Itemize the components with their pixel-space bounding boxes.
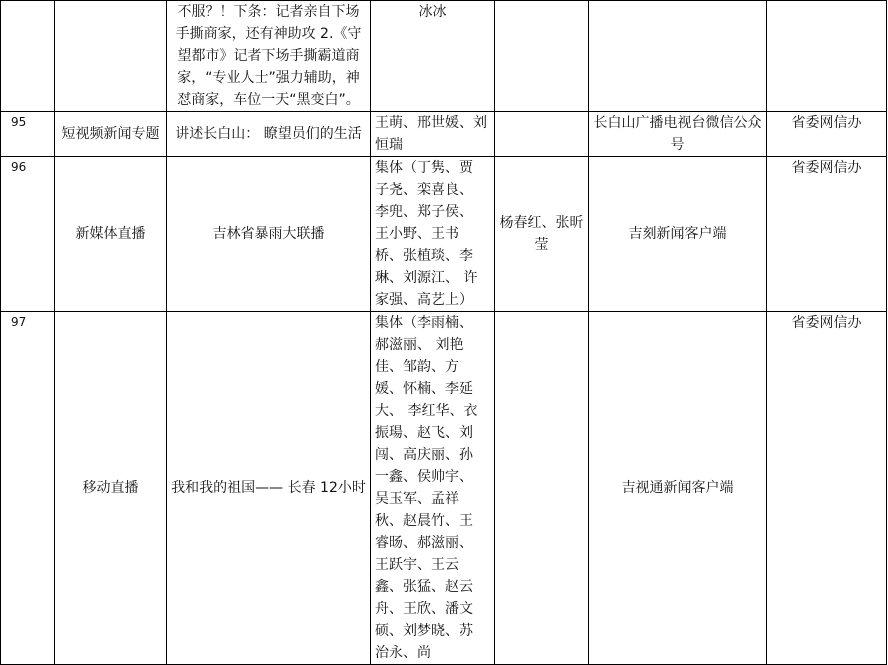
- row-number-cell: 96: [1, 157, 55, 312]
- authors-cell: 冰冰: [371, 1, 495, 112]
- table-row: [1, 312, 887, 665]
- recommender-cell: 省委网信办: [767, 312, 887, 665]
- title-cell: 吉林省暴雨大联播: [167, 157, 371, 312]
- authors-cell: 集体（李雨楠、郝滋丽、 刘艳佳、邹韵、方媛、怀楠、李延大、 李红华、衣振瑒、赵飞、刘闯、高庆丽、孙一鑫、侯帅宇、吴玉军、孟祥秋、赵晨竹、王睿旸、郝滋丽、王跃宇、王云鑫、张猛、赵云舟、王欣、潘文硕、刘梦晓、苏治永、尚: [371, 312, 495, 665]
- recommender-cell: 省委网信办: [767, 157, 887, 312]
- table-row: [1, 157, 887, 312]
- title-cell: 讲述长白山： 瞭望员们的生活: [167, 112, 371, 157]
- category-cell: [55, 1, 167, 112]
- row-number-cell: [1, 1, 55, 112]
- editors-cell: [495, 1, 589, 112]
- authors-cell: 王萌、邢世媛、刘恒瑞: [371, 112, 495, 157]
- table-row: [1, 112, 887, 157]
- unit-cell: 吉视通新闻客户端: [589, 312, 767, 665]
- title-cell: 不服？！下条：记者亲自下场手撕商家，还有神助攻 2.《守望都市》记者下场手撕霸道商家，“专业人士”强力辅助，神怼商家，车位一天“黑变白”。: [167, 1, 371, 112]
- category-cell: 新媒体直播: [55, 157, 167, 312]
- table-row: [1, 1, 887, 112]
- editors-cell: 杨春红、张昕莹: [495, 157, 589, 312]
- recommender-cell: [767, 1, 887, 112]
- authors-cell: 集体（丁隽、贾子尧、栾喜良、 李兜、郑子侯、 王小野、王书桥、张植琰、李琳、刘源江、 许家强、高艺上）: [371, 157, 495, 312]
- editors-cell: [495, 312, 589, 665]
- recommender-cell: 省委网信办: [767, 112, 887, 157]
- category-cell: 短视频新闻专题: [55, 112, 167, 157]
- title-cell: 我和我的祖国—— 长春 12小时: [167, 312, 371, 665]
- unit-cell: 长白山广播电视台微信公众号: [589, 112, 767, 157]
- row-number-cell: 95: [1, 112, 55, 157]
- category-cell: 移动直播: [55, 312, 167, 665]
- unit-cell: 吉刻新闻客户端: [589, 157, 767, 312]
- row-number-cell: 97: [1, 312, 55, 665]
- editors-cell: [495, 112, 589, 157]
- unit-cell: [589, 1, 767, 112]
